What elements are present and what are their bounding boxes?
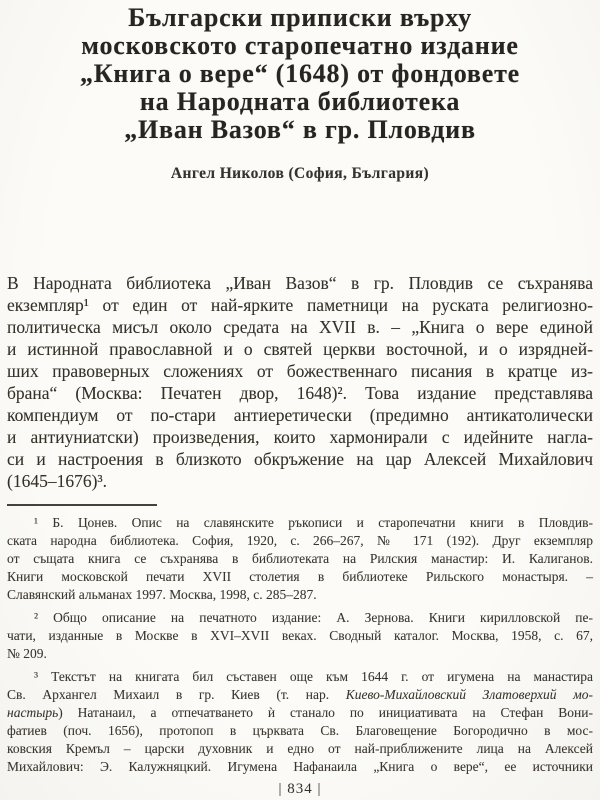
body-text-line: брана“ (Москва: Печатен двор, 1648)². Това издание представлява bbox=[7, 383, 593, 403]
footnote-line: ² Общо описание на печатното издание: А. Зернова. Книги кирилловской пе- bbox=[34, 610, 593, 625]
body-text-line: В Народната библиотека „Иван Вазов“ в гр. Пловдив се съхранява bbox=[7, 273, 593, 293]
body-text-line: и антиуниатски) произведения, които хармонирали с идейните нагла- bbox=[7, 427, 593, 447]
footnote-line: Славянский альманах 1997. Москва, 1998, с. 285–287. bbox=[7, 587, 317, 602]
footnote-line: чати, изданные в Москве в XVI–XVII веках. Сводный каталог. Москва, 1958, с. 67, bbox=[7, 628, 593, 643]
footnote-italic-text: настырь bbox=[7, 705, 59, 720]
footnote-italic-text: Киево-Михайловский Златоверхий мо- bbox=[345, 687, 593, 702]
footnote-text: ) Натанаил, а отпечатването ѝ станало по инициативата на Стефан Вони- bbox=[58, 705, 593, 720]
title-line: „Иван Вазов“ в гр. Пловдив bbox=[124, 115, 476, 144]
title-line: „Книга о вере“ (1648) от фондовете bbox=[79, 59, 520, 88]
footnote-line: ³ Текстът на книгата бил съставен още към 1644 г. от игумена на манастира bbox=[34, 669, 593, 684]
footnote-line: от същата книга се съхранява в библиотеката на Рилския манастир: И. Калиганов. bbox=[7, 551, 593, 566]
body-text-line: и истинной православной и о святей церкви восточной, и о изрядней- bbox=[7, 339, 593, 359]
footnote-line: фатиев (поч. 1656), протопоп в църквата Св. Благовещение Богородично в мос- bbox=[7, 723, 593, 738]
footnote-line: № 209. bbox=[7, 646, 47, 661]
footnote-text: Св. Архангел Михаил в гр. Киев (т. нар. bbox=[7, 687, 346, 702]
footnote-line: Михайлович: Э. Калужняцкий. Игумена Нафанаила „Книга о вере“, ее источники bbox=[7, 759, 593, 774]
body-text-line: компендиум от по-стари антиеретически (предимно антикатолически bbox=[7, 405, 593, 425]
footnote-line: ската народна библиотека. София, 1920, с. 266–267, № 171 (192). Друг екземпляр bbox=[7, 533, 593, 548]
body-text-line: екземпляр¹ от един от най-ярките паметници на руската религиозно- bbox=[7, 295, 593, 315]
footnote-line: Книги московской печати XVII столетия в библиотеке Рильского монастыря. – bbox=[7, 569, 593, 584]
article-title bbox=[7, 4, 593, 144]
body-text-line: ших правоверных сложениях от божественнаго писания в кратце из- bbox=[7, 361, 593, 381]
footnotes-section bbox=[7, 514, 593, 776]
body-text-line: (1645–1676)³. bbox=[7, 471, 108, 491]
footnote-line bbox=[7, 704, 593, 722]
body-text-line: политическа мисъл около средата на XVII в. – „Книга о вере единой bbox=[7, 317, 593, 337]
footnote-line: ковския Кремъл – царски духовник и едно от най-приближените лица на Алексей bbox=[7, 741, 593, 756]
footnote-2 bbox=[7, 609, 593, 663]
footnote-separator bbox=[7, 504, 157, 506]
title-line: Български приписки върху bbox=[128, 3, 472, 32]
title-line: московското старопечатно издание bbox=[81, 31, 519, 60]
footnote-line bbox=[7, 686, 593, 704]
footnote-3 bbox=[7, 668, 593, 776]
article-body bbox=[7, 272, 593, 492]
title-line: на Народната библиотека bbox=[139, 87, 461, 116]
page-number: | 834 | bbox=[278, 781, 322, 797]
footnote-1 bbox=[7, 514, 593, 604]
footnote-line: ¹ Б. Цонев. Опис на славянските ръкописи и старопечатни книги в Пловдив- bbox=[34, 515, 593, 530]
author-line: Ангел Николов (София, България) bbox=[170, 165, 430, 182]
body-text-line: си и настроения в близкото обкръжение на цар Алексей Михайлович bbox=[7, 449, 593, 469]
